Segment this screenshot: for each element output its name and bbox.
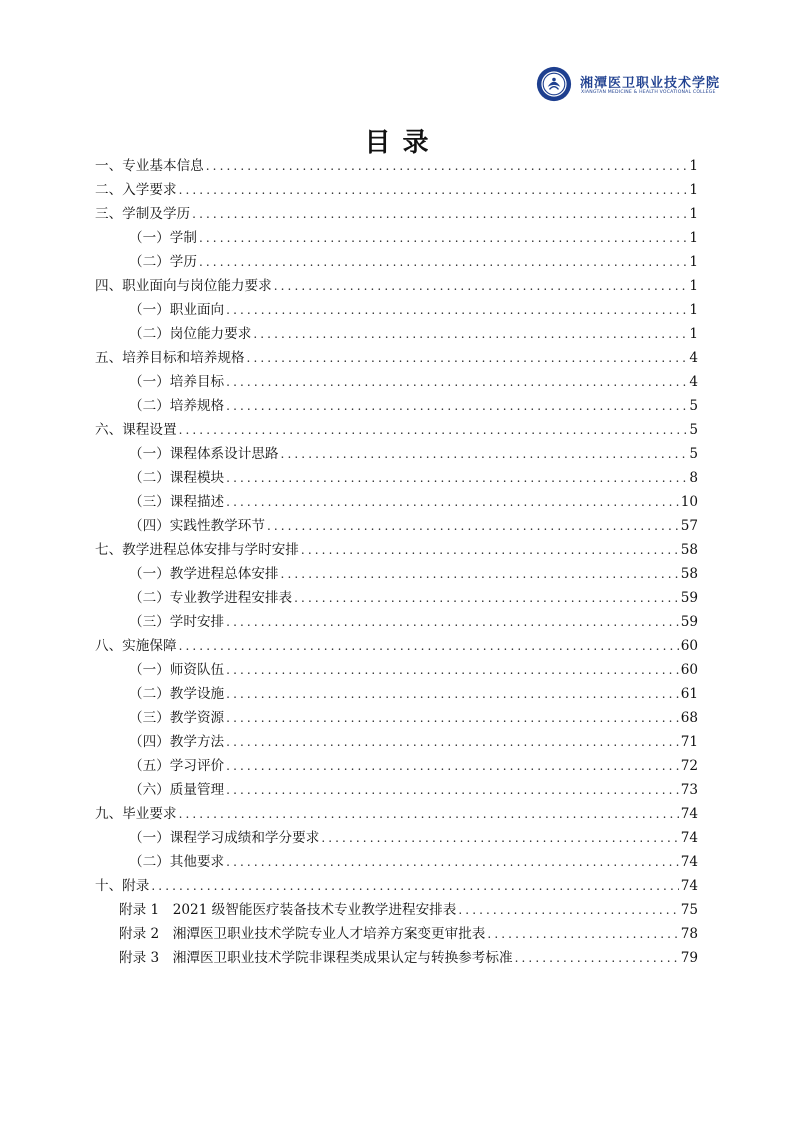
toc-entry[interactable]	[95, 850, 698, 874]
toc-entry[interactable]	[95, 490, 698, 514]
toc-entry[interactable]	[95, 442, 698, 466]
toc-entry-label: （二）学历	[129, 254, 197, 270]
toc-dot-leader	[321, 826, 678, 850]
toc-dot-leader	[226, 394, 687, 418]
toc-entry-label: 六、课程设置	[95, 422, 177, 438]
toc-dot-leader	[487, 922, 678, 946]
toc-entry[interactable]	[95, 178, 698, 202]
toc-entry[interactable]	[95, 658, 698, 682]
toc-dot-leader	[301, 538, 679, 562]
toc-entry-page: 74	[680, 830, 698, 846]
toc-entry[interactable]	[95, 706, 698, 730]
toc-entry[interactable]	[95, 274, 698, 298]
toc-entry-label: 九、毕业要求	[95, 806, 177, 822]
toc-dot-leader	[179, 418, 688, 442]
toc-entry-page: 5	[689, 422, 698, 438]
toc-entry[interactable]	[95, 226, 698, 250]
toc-dot-leader	[226, 298, 687, 322]
toc-entry-label: 一、专业基本信息	[95, 158, 204, 174]
toc-entry-label: （三）教学资源	[129, 710, 225, 726]
toc-entry-label: （一）课程体系设计思路	[129, 446, 279, 462]
toc-dot-leader	[281, 442, 688, 466]
toc-entry[interactable]	[95, 298, 698, 322]
toc-dot-leader	[226, 466, 687, 490]
toc-entry-label: （二）专业教学进程安排表	[129, 590, 293, 606]
toc-entry-label: 十、附录	[95, 878, 150, 894]
toc-entry-label: （一）教学进程总体安排	[129, 566, 279, 582]
toc-entry-label: （一）培养目标	[129, 374, 225, 390]
toc-dot-leader	[199, 226, 687, 250]
toc-entry-label: （二）教学设施	[129, 686, 225, 702]
toc-dot-leader	[179, 802, 679, 826]
toc-dot-leader	[151, 874, 678, 898]
toc-entry-page: 72	[680, 758, 698, 774]
toc-entry-page: 78	[680, 926, 698, 942]
toc-entry-page: 1	[689, 302, 698, 318]
toc-entry-page: 1	[689, 278, 698, 294]
toc-entry[interactable]	[95, 754, 698, 778]
toc-dot-leader	[274, 274, 688, 298]
toc-entry[interactable]	[95, 202, 698, 226]
toc-entry-page: 59	[680, 590, 698, 606]
toc-entry-page: 1	[689, 326, 698, 342]
toc-entry-label: 二、入学要求	[95, 182, 177, 198]
toc-entry-page: 5	[689, 398, 698, 414]
toc-dot-leader	[253, 322, 687, 346]
toc-entry[interactable]	[95, 394, 698, 418]
toc-dot-leader	[226, 850, 679, 874]
toc-entry-label: （五）学习评价	[129, 758, 225, 774]
toc-entry[interactable]	[95, 154, 698, 178]
toc-entry[interactable]	[95, 514, 698, 538]
toc-entry-label: （二）岗位能力要求	[129, 326, 252, 342]
toc-entry-page: 10	[680, 494, 698, 510]
toc-entry[interactable]	[95, 370, 698, 394]
toc-entry-label: （四）教学方法	[129, 734, 225, 750]
toc-entry[interactable]	[95, 346, 698, 370]
toc-entry[interactable]	[95, 322, 698, 346]
toc-dot-leader	[226, 730, 679, 754]
toc-entry[interactable]	[95, 538, 698, 562]
toc-entry-page: 5	[689, 446, 698, 462]
toc-dot-leader	[226, 682, 679, 706]
toc-entry-page: 8	[689, 470, 698, 486]
toc-entry[interactable]	[95, 898, 698, 922]
toc-entry-label: （一）师资队伍	[129, 662, 225, 678]
toc-entry[interactable]	[95, 874, 698, 898]
toc-entry[interactable]	[95, 586, 698, 610]
toc-dot-leader	[226, 778, 679, 802]
toc-entry-label: 八、实施保障	[95, 638, 177, 654]
toc-entry[interactable]	[95, 682, 698, 706]
college-emblem-icon	[536, 66, 572, 102]
toc-entry[interactable]	[95, 250, 698, 274]
toc-entry-page: 1	[689, 158, 698, 174]
toc-entry-label: 附录 1 2021 级智能医疗装备技术专业教学进程安排表	[119, 902, 457, 918]
toc-entry-page: 1	[689, 230, 698, 246]
toc-entry-page: 74	[680, 806, 698, 822]
toc-entry-label: 三、学制及学历	[95, 206, 191, 222]
toc-entry-page: 58	[680, 566, 698, 582]
toc-dot-leader	[226, 754, 679, 778]
toc-entry-page: 61	[680, 686, 698, 702]
toc-entry[interactable]	[95, 562, 698, 586]
toc-entry-label: （一）职业面向	[129, 302, 225, 318]
toc-entry-page: 4	[689, 350, 698, 366]
college-name: 湘潭医卫职业技术学院	[580, 76, 721, 91]
toc-entry-page: 1	[689, 254, 698, 270]
toc-dot-leader	[226, 658, 679, 682]
toc-title: 目录	[364, 128, 441, 158]
table-of-contents	[95, 154, 698, 970]
toc-entry[interactable]	[95, 826, 698, 850]
toc-dot-leader	[179, 178, 688, 202]
toc-entry[interactable]	[95, 802, 698, 826]
toc-entry-label: （三）课程描述	[129, 494, 225, 510]
toc-entry-label: 附录 2 湘潭医卫职业技术学院专业人才培养方案变更审批表	[119, 926, 486, 942]
toc-dot-leader	[199, 250, 687, 274]
toc-entry-label: （一）学制	[129, 230, 197, 246]
toc-dot-leader	[226, 370, 687, 394]
toc-entry-label: 五、培养目标和培养规格	[95, 350, 245, 366]
toc-entry[interactable]	[95, 466, 698, 490]
toc-entry-page: 60	[680, 638, 698, 654]
toc-entry-page: 1	[689, 182, 698, 198]
toc-entry-label: （二）培养规格	[129, 398, 225, 414]
toc-dot-leader	[294, 586, 679, 610]
toc-entry-label: （一）课程学习成绩和学分要求	[129, 830, 320, 846]
toc-entry-label: （六）质量管理	[129, 782, 225, 798]
toc-dot-leader	[281, 562, 679, 586]
toc-entry[interactable]	[95, 418, 698, 442]
toc-entry-label: 附录 3 湘潭医卫职业技术学院非课程类成果认定与转换参考标准	[119, 950, 513, 966]
toc-dot-leader	[226, 490, 679, 514]
college-header	[536, 60, 766, 110]
toc-entry-page: 79	[680, 950, 698, 966]
toc-entry-page: 57	[680, 518, 698, 534]
toc-dot-leader	[206, 154, 688, 178]
toc-entry[interactable]	[95, 946, 698, 970]
toc-entry-page: 59	[680, 614, 698, 630]
toc-entry-page: 68	[680, 710, 698, 726]
toc-dot-leader	[267, 514, 679, 538]
toc-dot-leader	[458, 898, 678, 922]
toc-entry[interactable]	[95, 778, 698, 802]
toc-entry-label: （三）学时安排	[129, 614, 225, 630]
toc-entry-page: 73	[680, 782, 698, 798]
toc-entry-page: 1	[689, 206, 698, 222]
toc-entry-page: 74	[680, 878, 698, 894]
toc-dot-leader	[515, 946, 679, 970]
toc-entry-label: （二）课程模块	[129, 470, 225, 486]
toc-dot-leader	[192, 202, 687, 226]
toc-dot-leader	[226, 706, 679, 730]
toc-entry-page: 74	[680, 854, 698, 870]
toc-dot-leader	[226, 610, 679, 634]
toc-entry-page: 4	[689, 374, 698, 390]
toc-entry-label: 七、教学进程总体安排与学时安排	[95, 542, 299, 558]
toc-entry[interactable]	[95, 922, 698, 946]
toc-entry-page: 58	[680, 542, 698, 558]
toc-entry-page: 60	[680, 662, 698, 678]
toc-entry[interactable]	[95, 610, 698, 634]
toc-entry-page: 71	[680, 734, 698, 750]
college-name-english: XIANGTAN MEDICINE & HEALTH VOCATIONAL COLLEGE	[581, 90, 716, 95]
toc-entry-label: （二）其他要求	[129, 854, 225, 870]
toc-entry[interactable]	[95, 730, 698, 754]
toc-dot-leader	[179, 634, 679, 658]
toc-entry-page: 75	[680, 902, 698, 918]
toc-entry-label: （四）实践性教学环节	[129, 518, 265, 534]
toc-dot-leader	[247, 346, 688, 370]
toc-entry-label: 四、职业面向与岗位能力要求	[95, 278, 272, 294]
toc-entry[interactable]	[95, 634, 698, 658]
